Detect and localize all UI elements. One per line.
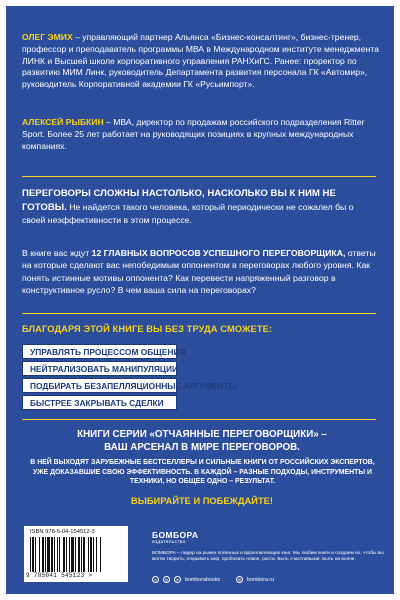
divider-line xyxy=(22,176,376,177)
benefits-title: БЛАГОДАРЯ ЭТОЙ КНИГЕ ВЫ БЕЗ ТРУДА СМОЖЕТЕ: xyxy=(22,324,273,334)
publisher-site: bombora.ru xyxy=(247,576,275,583)
barcode-digits: 9 785041 545123 > xyxy=(26,572,93,579)
questions-paragraph xyxy=(22,247,380,297)
questions-text: ответы на которые сделают вас непобедимым оппонентом в переговорах любого уровня. Как понять истинные мотивы оппонента? Как перевести напряженный разговор в конструктивное русло? В чем ваша сила на переговорах? xyxy=(22,248,376,296)
author-1-bio xyxy=(22,32,380,91)
lead-text: Не найдется такого человека, который периодически не сожалел бы о своей неэффективности в этом процессе. xyxy=(22,201,354,226)
author-1-text: – управляющий партнер Альянса «Бизнес-консалтинг», бизнес-тренер, профессор и преподаватель программы МВА в Международном институте менеджмента ЛИНК и Высшей школе корпоративного управления РАНХиГС. Ранее: проректор по развитию МИМ Линк, руководитель Департамента развития персонала ГК «Автомир», руководитель Корпоративной академии ГК «Русьимпорт». xyxy=(22,32,379,90)
book-back-cover xyxy=(6,6,394,594)
publisher-logo: БОМБОРА xyxy=(152,530,199,540)
publisher-sublabel: издательство xyxy=(152,540,186,545)
benefit-item: УПРАВЛЯТЬ ПРОЦЕССОМ ОБЩЕНИЯ xyxy=(22,344,177,359)
lead-headline: ПЕРЕГОВОРЫ СЛОЖНЫ НАСТОЛЬКО, НАСКОЛЬКО ВЫ К НИМ НЕ ГОТОВЫ. xyxy=(22,188,336,213)
benefit-item: ПОДБИРАТЬ БЕЗАПЕЛЛЯЦИОННЫЕ АРГУМЕНТЫ xyxy=(22,378,177,393)
series-call-to-action: ВЫБИРАЙТЕ И ПОБЕЖДАЙТЕ! xyxy=(131,496,273,506)
instagram-icon: ◎ xyxy=(164,577,169,582)
lead-paragraph xyxy=(22,188,377,228)
questions-highlight: 12 ГЛАВНЫХ ВОПРОСОВ УСПЕШНОГО ПЕРЕГОВОРЩИКА, xyxy=(91,248,346,258)
publisher-links xyxy=(152,576,274,583)
author-1-name: ОЛЕГ ЭМИХ xyxy=(22,32,73,42)
benefit-item: НЕЙТРАЛИЗОВАТЬ МАНИПУЛЯЦИИ xyxy=(22,361,177,376)
series-title xyxy=(22,428,382,454)
series-title-line-1: КНИГИ СЕРИИ «ОТЧАЯННЫЕ ПЕРЕГОВОРЩИКИ» – xyxy=(77,429,327,440)
vk-icon: в xyxy=(152,576,159,583)
questions-prefix: В книге вас ждут xyxy=(22,248,92,258)
telegram-icon: ➤ xyxy=(175,577,180,582)
barcode-panel xyxy=(24,526,128,582)
author-2-text: – МВА, директор по продажам российского подразделения Ritter Sport. Более 25 лет работает на руководящих позициях в крупных международных компаниях. xyxy=(22,117,365,151)
benefit-item: БЫСТРЕЕ ЗАКРЫВАТЬ СДЕЛКИ xyxy=(22,395,177,410)
isbn-label: ISBN 978-5-04-154512-3 xyxy=(30,529,95,535)
author-2-bio xyxy=(22,117,380,152)
publisher-description: БОМБОРА – лидер на рынке полезных и вдохновляющих книг. Мы любим книги и создаем их, чтобы вы могли творить, открывать мир, пробовать новое, расти. Быть счастливыми. Быть на волне. xyxy=(152,551,384,563)
divider-line xyxy=(22,313,376,314)
publisher-handle: bomborabooks xyxy=(185,576,221,583)
author-2-name: АЛЕКСЕЙ РЫБКИН xyxy=(22,117,104,127)
divider-line xyxy=(22,419,376,420)
barcode-icon xyxy=(28,537,124,572)
series-title-line-2: ВАШ АРСЕНАЛ В МИРЕ ПЕРЕГОВОРОВ. xyxy=(104,442,300,453)
globe-icon: ⊕ xyxy=(237,577,242,582)
series-description: В НЕЙ ВЫХОДЯТ ЗАРУБЕЖНЫЕ БЕСТСЕЛЛЕРЫ И СИЛЬНЫЕ КНИГИ ОТ РОССИЙСКИХ ЭКСПЕРТОВ, УЖЕ ДОКАЗАВШИЕ СВОЮ ЭФФЕКТИВНОСТЬ. В КАЖДОЙ – РАЗНЫЕ ПОДХОДЫ, ИНСТРУМЕНТЫ И ТЕХНИКИ, НО ОБЩЕЕ ОДНО – РЕЗУЛЬТАТ. xyxy=(30,459,375,486)
